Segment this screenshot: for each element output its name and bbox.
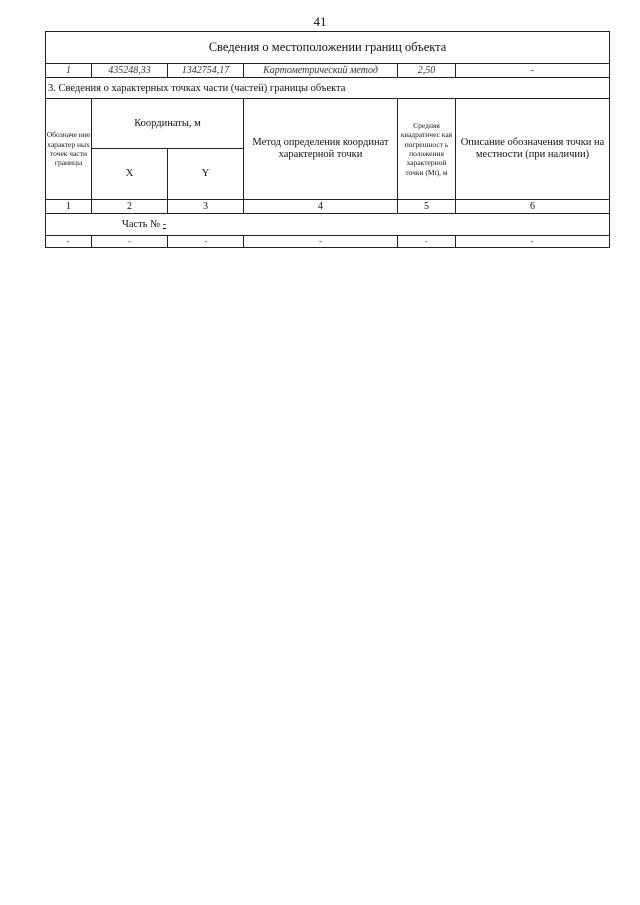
column-number: 6 xyxy=(456,200,610,214)
column-number: 4 xyxy=(244,200,398,214)
header-x: X xyxy=(92,149,168,200)
table-cell: 1 xyxy=(46,64,92,78)
header-error: Средняя квадратичес кая погрешност ь положения характерной точки (Mt), м xyxy=(398,99,456,200)
header-coordinates: Координаты, м xyxy=(92,99,244,149)
table-cell: 2,50 xyxy=(398,64,456,78)
column-number: 3 xyxy=(168,200,244,214)
table-cell: - xyxy=(46,236,92,248)
column-number: 2 xyxy=(92,200,168,214)
table-cell: Картометрический метод xyxy=(244,64,398,78)
table-cell: 435248,33 xyxy=(92,64,168,78)
table-cell: - xyxy=(244,236,398,248)
column-number: 5 xyxy=(398,200,456,214)
table-cell: - xyxy=(456,64,610,78)
table-title: Сведения о местоположении границ объекта xyxy=(46,32,610,64)
column-number: 1 xyxy=(46,200,92,214)
part-label: Часть № xyxy=(122,219,161,230)
part-number: - xyxy=(162,219,167,230)
part-heading xyxy=(46,214,610,236)
table-cell: 1342754,17 xyxy=(168,64,244,78)
header-method: Метод определения координат характерной точки xyxy=(244,99,398,200)
table-cell: - xyxy=(456,236,610,248)
header-y: Y xyxy=(168,149,244,200)
section-heading: 3. Сведения о характерных точках части (частей) границы объекта xyxy=(46,78,610,99)
header-point-designation: Обозначе ние характер ных точек части границы xyxy=(46,99,92,200)
column-numbers-row xyxy=(46,200,610,214)
table-cell: - xyxy=(398,236,456,248)
page-number: 41 xyxy=(313,14,327,29)
table-cell: - xyxy=(92,236,168,248)
boundary-document xyxy=(45,31,609,248)
table-cell: - xyxy=(168,236,244,248)
boundary-table xyxy=(45,31,610,248)
header-description: Описание обозначения точки на местности (при наличии) xyxy=(456,99,610,200)
table-row xyxy=(46,64,610,78)
table-row xyxy=(46,236,610,248)
